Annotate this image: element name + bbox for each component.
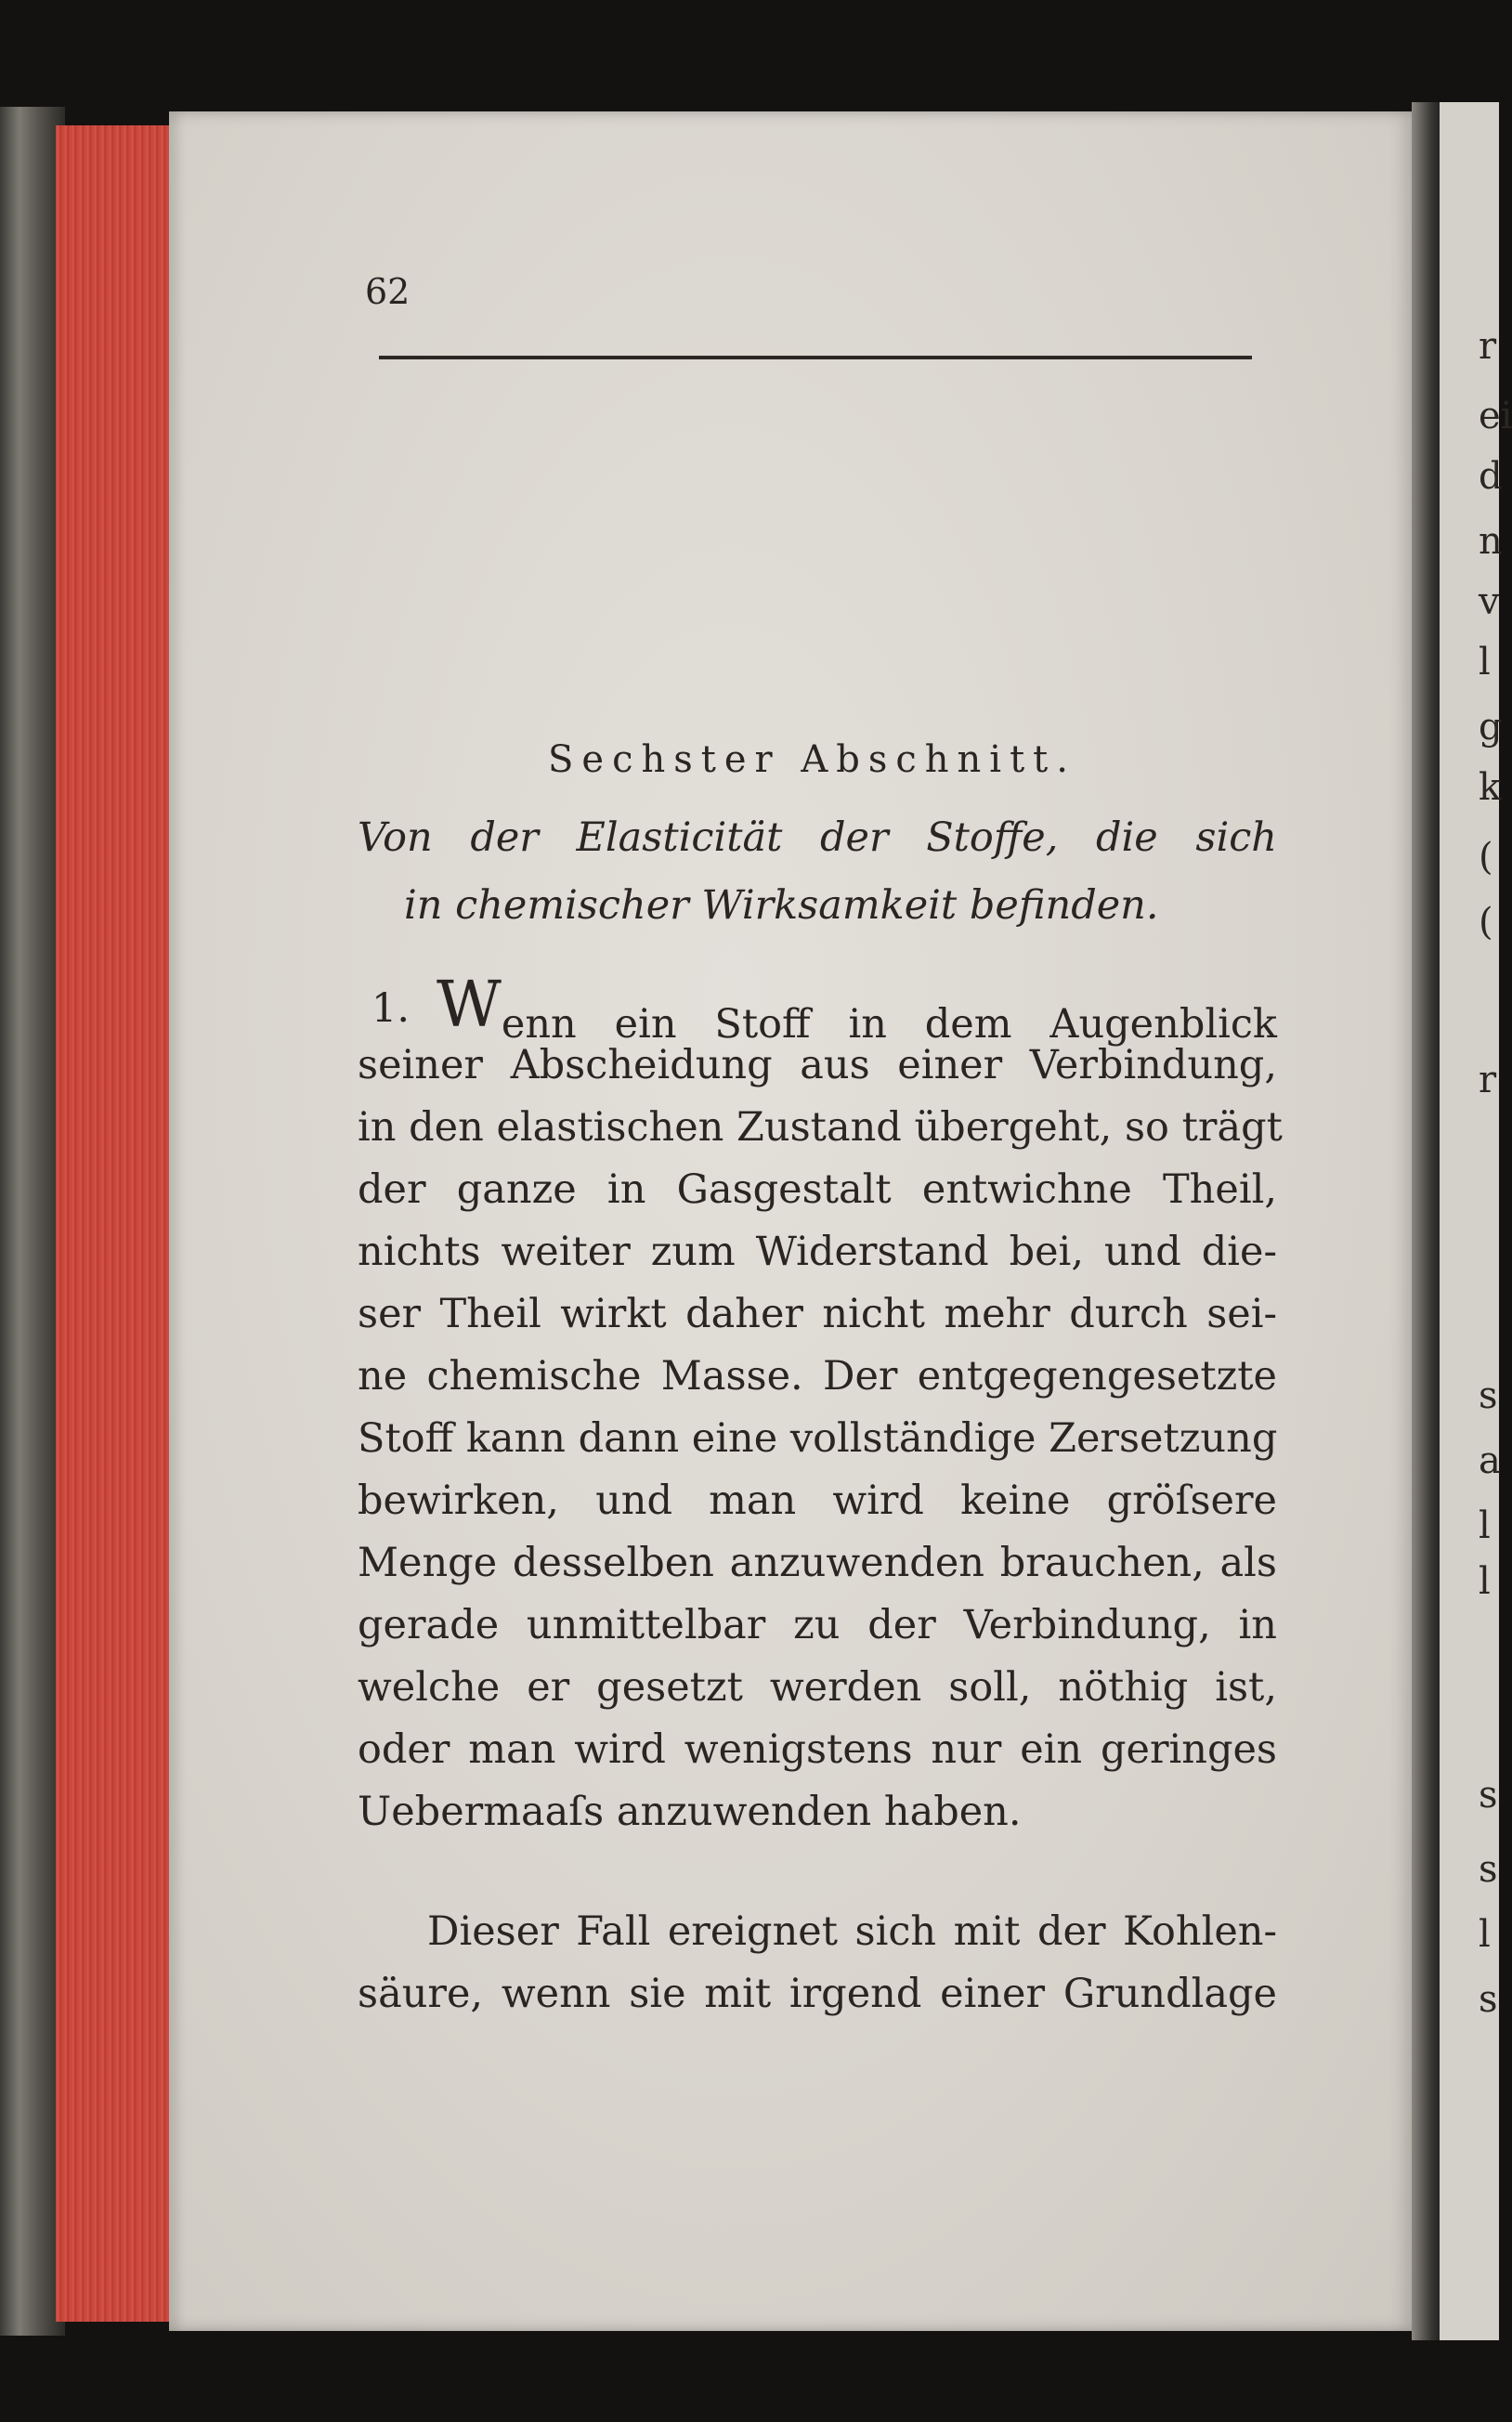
text-line: ne chemische Masse. Der entgegengesetzte xyxy=(358,1353,1277,1400)
facing-page-letter: l xyxy=(1479,641,1491,684)
facing-page-letter: s xyxy=(1479,1374,1498,1417)
section-subtitle-line-2: in chemischer Wirksamkeit befinden. xyxy=(404,882,1159,929)
facing-page-letter: n xyxy=(1479,520,1503,563)
facing-page-letter: k xyxy=(1479,766,1502,809)
facing-page-letter: a xyxy=(1479,1439,1501,1482)
text-line: ser Theil wirkt daher nicht mehr durch sei- xyxy=(358,1291,1277,1337)
text-line: oder man wird wenigstens nur ein geringes xyxy=(358,1726,1277,1773)
text-line: Menge desselben anzuwenden brauchen, als xyxy=(358,1540,1277,1586)
text-line: der ganze in Gasgestalt entwichne Theil, xyxy=(358,1166,1277,1213)
facing-page-letter: l xyxy=(1479,1560,1491,1603)
text-line: Uebermaaſs anzuwenden haben. xyxy=(358,1789,1022,1835)
section-subtitle-line-1: Von der Elasticität der Stoffe, die sich xyxy=(358,814,1277,861)
text-line: gerade unmittelbar zu der Verbindung, in xyxy=(358,1602,1277,1648)
text-line: bewirken, und man wird keine gröſsere xyxy=(358,1478,1277,1524)
facing-page-letter: s xyxy=(1479,1774,1498,1816)
initial-letter: W xyxy=(437,969,502,1042)
facing-page-letter: ( xyxy=(1479,836,1493,879)
text-line: seiner Abscheidung aus einer Verbindung, xyxy=(358,1042,1277,1088)
page-number: 62 xyxy=(365,271,411,312)
section-heading: Sechster Abschnitt. xyxy=(548,738,1076,781)
text-line: in den elastischen Zustand übergeht, so trägt xyxy=(358,1104,1283,1151)
paragraph-number: 1. xyxy=(371,985,411,1032)
facing-page-letter: v xyxy=(1479,580,1500,623)
facing-page-letter: r xyxy=(1479,1059,1497,1101)
facing-page-fragment xyxy=(1440,102,1512,2340)
text-line: Dieser Fall ereignet sich mit der Kohlen- xyxy=(427,1908,1277,1955)
header-rule xyxy=(379,356,1252,359)
first-line-text: enn ein Stoff in dem Augenblick xyxy=(501,1001,1277,1048)
text-line: nichts weiter zum Widerstand bei, und die- xyxy=(358,1229,1277,1275)
text-line: welche er gesetzt werden soll, nöthig ist, xyxy=(358,1664,1277,1711)
text-line: Stoff kann dann eine vollständige Zersetzung xyxy=(358,1415,1278,1462)
facing-page-letter: l xyxy=(1479,1504,1491,1547)
facing-page-letter: s xyxy=(1479,1848,1498,1891)
facing-page-letter: d xyxy=(1479,455,1503,498)
facing-page-letter: l xyxy=(1479,1913,1491,1956)
facing-page-letter: g xyxy=(1479,706,1503,749)
facing-page-letter: r xyxy=(1479,325,1497,368)
facing-page-letter: s xyxy=(1479,1978,1498,2021)
facing-page-letter: ei xyxy=(1479,395,1512,437)
facing-page-letter: ( xyxy=(1479,901,1493,944)
text-line: säure, wenn sie mit irgend einer Grundlage xyxy=(358,1971,1277,2017)
